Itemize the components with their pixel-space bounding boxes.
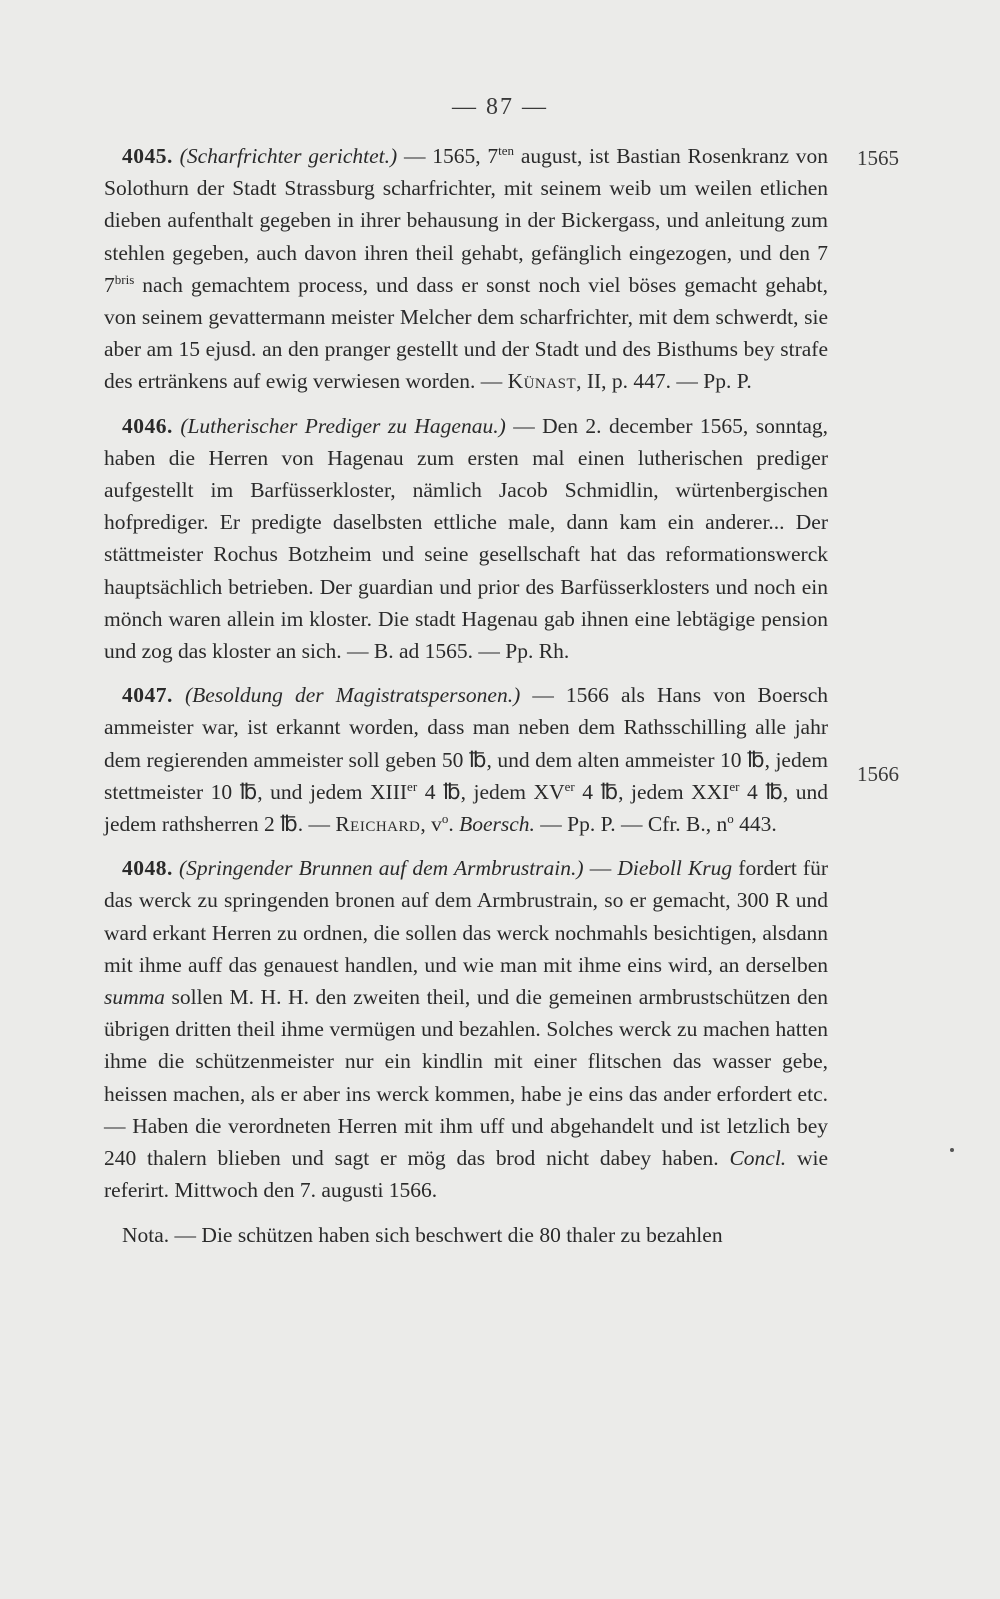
entry-text: 443. [733, 812, 777, 837]
source-citation: Künast [507, 369, 577, 394]
nota-paragraph [104, 1219, 828, 1251]
entry-4046 [104, 410, 828, 668]
entry-text: 4 ℔, jedem XXI [574, 779, 730, 804]
margin-year-1565: 1565 [857, 146, 899, 170]
superscript: er [729, 778, 740, 794]
nota-label: Nota. [122, 1222, 170, 1247]
entry-text: 4 ℔, und jedem rathsherren 2 ℔. — [104, 779, 829, 837]
superscript: er [407, 778, 418, 794]
entry-text: — Pp. P. — Cfr. B., n [534, 812, 728, 837]
source-citation: Reichard [335, 812, 421, 837]
entry-text: . [448, 812, 460, 837]
entry-heading: (Scharfrichter gerichtet.) [179, 144, 398, 168]
superscript: o [727, 811, 734, 827]
entry-text: fordert für das werck zu springenden bronen auf dem Armbrustrain, so er gemacht, 300 R und ward erkant Herren zu ordnen, die sollen das werck nochmahls besichtigen, alsdann mit ihme auff das genauest handlen, und wie man mit ihme eins wird, an derselben [104, 856, 829, 977]
italic-text: summa [104, 985, 165, 1010]
entry-number: 4047. [122, 683, 173, 708]
entry-text: , v [420, 812, 442, 837]
entry-text: 4 ℔, jedem XV [417, 779, 565, 804]
italic-text: Concl. [729, 1146, 787, 1171]
entry-4045 [104, 140, 828, 398]
entry-4048 [104, 852, 828, 1206]
nota-text: — Die schützen haben sich beschwert die 80 thaler zu bezahlen [169, 1222, 723, 1247]
entry-text: — [583, 856, 618, 881]
text-column [104, 140, 828, 1251]
entry-text: — Den 2. december 1565, sonntag, haben die Herren von Hagenau zum ersten mal einen lutherischen prediger aufgestellt im Barfüsserkloster, nämlich Jacob Schmidlin, würtenbergischen hofprediger. Er predigte daselbsten ettliche male, dann kam ein anderer... Der stättmeister Rochus Botzheim und seine gesellschaft hat das reformationswerck hauptsächlich betrieben. Der guardian und prior des Barfüsserklosters und noch ein mönch waren allein im kloster. Die stadt Hagenau gab ihnen eine lebtägige pension und zog das kloster an sich. — B. ad 1565. — Pp. Rh. [104, 413, 828, 664]
superscript: o [441, 811, 449, 827]
entry-heading: (Springender Brunnen auf dem Armbrustrain.) [179, 856, 584, 881]
italic-text: Dieboll Krug [617, 856, 733, 881]
entry-text: , II, p. 447. — Pp. P. [576, 369, 752, 394]
entry-text: sollen M. H. H. den zweiten theil, und die gemeinen armbrustschützen den übrigen dritten theil ihme vermügen und bezahlen. Solches werck zu machen hatten ihme die schützenmeister nur ein kindlin mit einer flitschen das wasser gebe, heissen machen, als er aber ins werck kommen, habe je eins das ander erfordert etc. — Haben die verordneten Herren mit ihm uff und abgehandelt und ist letzlich bey 240 thalern blieben und sagt er mög das brod nicht dabey haben. [104, 985, 828, 1171]
entry-number: 4048. [122, 856, 173, 881]
margin-year-1566: 1566 [857, 762, 899, 786]
entry-text: august, ist Bastian Rosenkranz von Solothurn der Stadt Strassburg scharfrichter, mit seinem weib um weilen etlichen dieben aufenthalt gegeben in ihrer behausung in der Bickergass, und anleitung zum stehlen gegeben, auch davon ihren theil gehabt, gefänglich eingezogen, und den 7 7 [104, 144, 829, 297]
entry-text: nach gemachtem process, und dass er sonst noch viel böses gemacht gehabt, von seinem gevattermann meister Melcher dem scharfrichter, mit dem schwerdt, sie aber am 15 ejusd. an den pranger gestellt und der Stadt und des Bisthums bey strafe des ertränkens auf ewig verwiesen worden. — [104, 272, 828, 394]
superscript: bris [114, 271, 135, 287]
entry-text: — 1566 als Hans von Boersch ammeister war, ist erkannt worden, dass man neben dem Rathsschilling alle jahr dem regierenden ammeister soll geben 50 ℔, und dem alten ammeister 10 ℔, jedem stettmeister 10 ℔, und jedem XIII [104, 683, 829, 804]
italic-text: Boersch. [459, 812, 535, 837]
superscript: ten [498, 143, 515, 158]
entry-number: 4046. [122, 413, 173, 438]
superscript: er [564, 778, 575, 794]
entry-text: wie referirt. Mittwoch den 7. augusti 1566. [104, 1146, 829, 1203]
entry-text: — 1565, 7 [397, 144, 499, 168]
entry-heading: (Besoldung der Magistratspersonen.) [184, 683, 521, 708]
entry-number: 4045. [122, 144, 173, 168]
entry-heading: (Lutherischer Prediger zu Hagenau.) [180, 413, 506, 438]
page-number: — 87 — [452, 94, 548, 120]
ink-speck [950, 1148, 954, 1152]
entry-4047 [104, 679, 828, 840]
